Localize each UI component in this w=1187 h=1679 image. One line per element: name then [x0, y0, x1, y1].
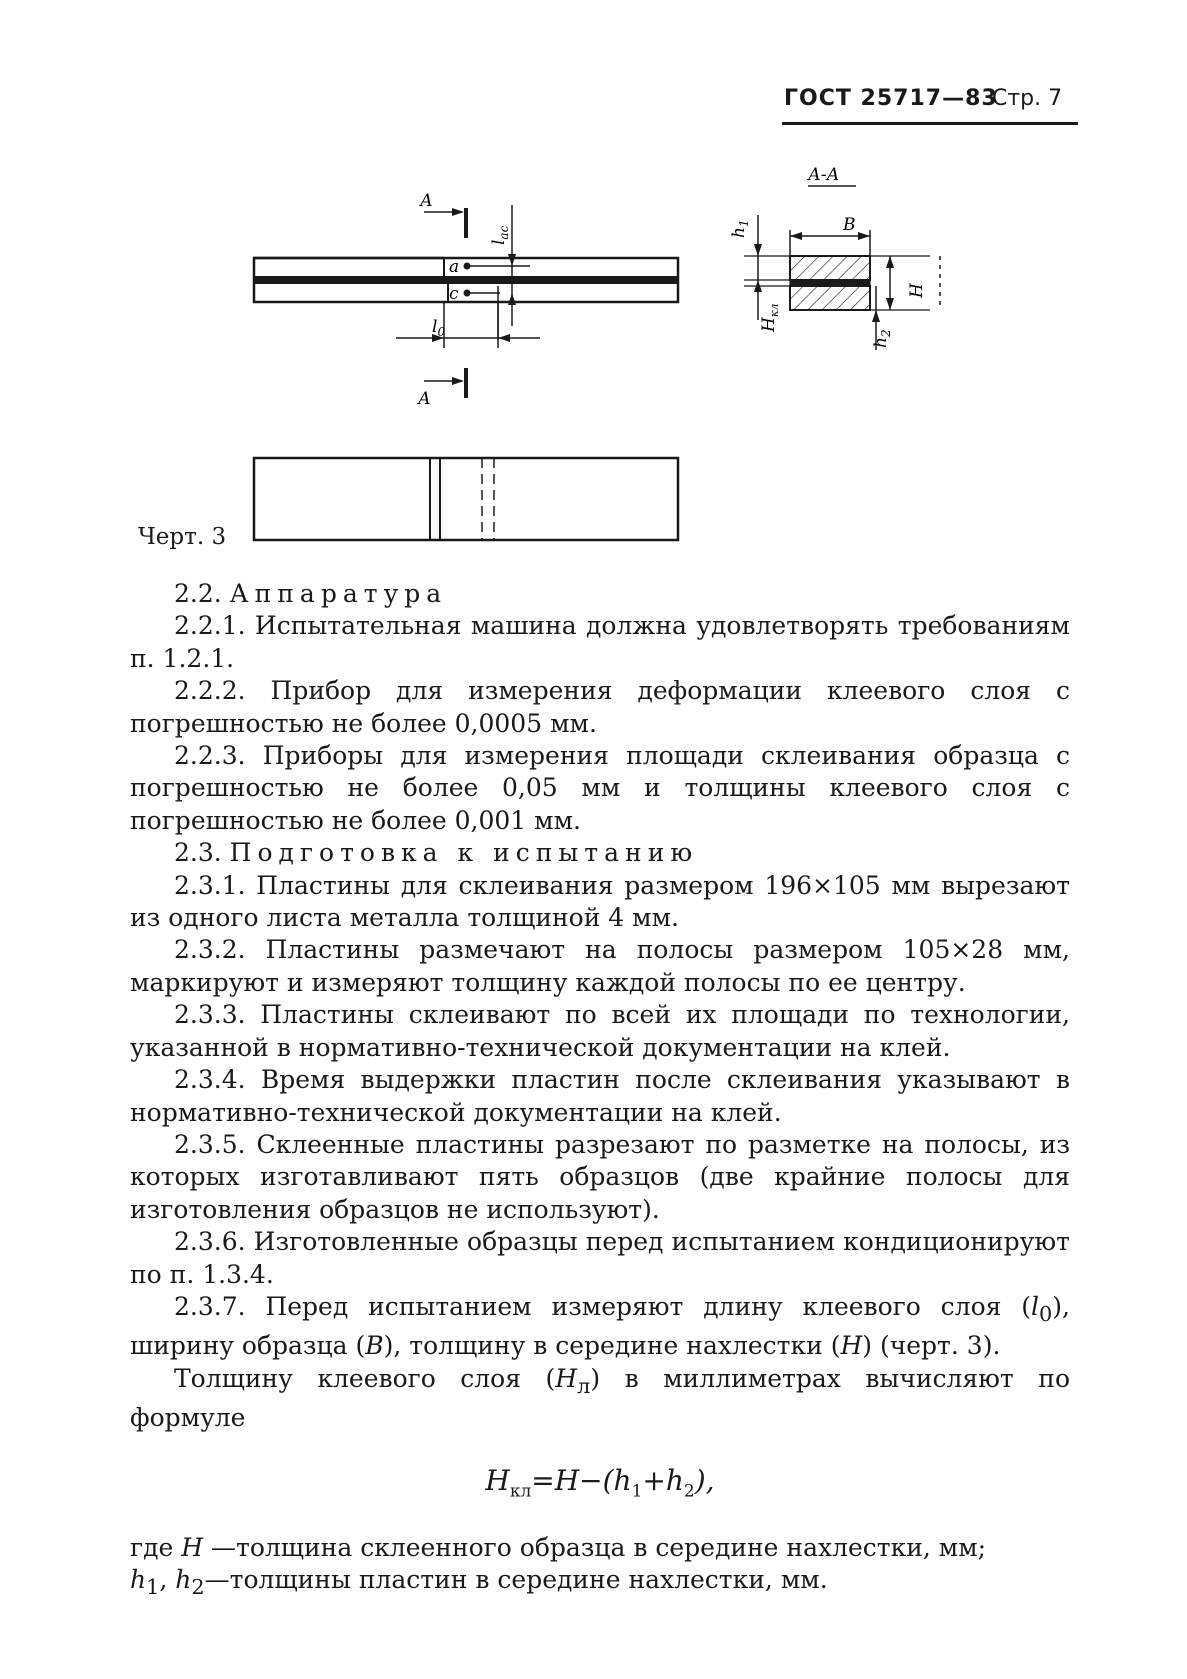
section-aa-title: А-А	[808, 165, 840, 185]
definition-h1-h2: $h_1$, $h_2—толщины$ пластин в середине нахлестки, мм.	[130, 1564, 828, 1599]
formula-intro: Толщину клеевого слоя $(H_л)$ в миллиметрах вычисляют по формуле	[130, 1363, 1071, 1433]
label-Hkl: $H_{кл}$	[759, 303, 781, 332]
paragraph-2-3-3: 2.3.3. Пластины склеивают по всей их площади по технологии, указанной в нормативно-технической документации на клей.	[130, 1000, 1070, 1062]
paragraph-2-3-7: 2.3.7. Перед испытанием измеряют длину клеевого слоя $(l_0)$, ширину образца (B), толщину в середине нахлестки (H) (черт. 3).	[130, 1291, 1070, 1361]
paragraph-2-3-2: 2.3.2. Пластины размечают на полосы размером 105×28 мм, маркируют и измеряют толщину каждой полосы по ее центру.	[130, 935, 1070, 997]
body-text	[130, 578, 1070, 1603]
specimen-side-view	[254, 205, 678, 398]
point-c	[464, 290, 470, 296]
paragraph-2-2-2: 2.2.2. Прибор для измерения деформации клеевого слоя с погрешностью не более 0,0005 мм.	[130, 676, 1070, 738]
section-2-3-heading: 2.3. Подготовка к испытанию	[174, 838, 699, 868]
label-l0: $l_0$	[432, 317, 446, 339]
plan-outline	[254, 458, 678, 540]
label-a: a	[449, 257, 460, 277]
section-2-2-heading: 2.2. Аппаратура	[174, 579, 448, 608]
paragraph-2-3-5: 2.3.5. Склеенные пластины разрезают по разметке на полосы, из которых изготавливают пять образцов (две крайние полосы для изготовления образцов не используют).	[130, 1129, 1070, 1224]
page-number: Стр. 7	[992, 86, 1063, 111]
point-a	[464, 263, 470, 269]
label-section-bottom: А	[418, 389, 431, 409]
paragraph-2-2-1: 2.2.1. Испытательная машина должна удовлетворять требованиям п. 1.2.1.	[130, 611, 1070, 673]
label-h2: $h_2$	[871, 329, 893, 348]
label-h1: $h_1$	[729, 219, 751, 238]
label-c: c	[449, 284, 459, 304]
specimen-plan-view	[254, 458, 678, 540]
lower-plate	[790, 286, 870, 310]
label-H: H	[907, 283, 927, 298]
paragraph-2-3-1: 2.3.1. Пластины для склеивания размером 196×105 мм вырезают из одного листа металла толщиной 4 мм.	[130, 870, 1070, 933]
label-lac: $l_{ac}$	[489, 225, 511, 245]
paragraph-2-3-6: 2.3.6. Изготовленные образцы перед испытанием кондиционируют по п. 1.3.4.	[130, 1227, 1070, 1289]
definition-H: где H —толщина склеенного образца в середине нахлестки, мм;	[130, 1532, 987, 1562]
formula-hkl: $H_{кл}=H-(h_1+h_2)$,	[485, 1463, 715, 1502]
upper-plate	[790, 256, 870, 280]
paragraph-2-3-4: 2.3.4. Время выдержки пластин после склеивания указывают в нормативно-технической документации на клей.	[130, 1065, 1070, 1127]
paragraph-2-2-3: 2.2.3. Приборы для измерения площади склеивания образца с погрешностью не более 0,05 мм и толщины клеевого слоя с погрешностью не более 0,001 мм.	[130, 741, 1070, 835]
figure-3-drawing	[0, 0, 1187, 560]
figure-caption: Черт. 3	[138, 524, 227, 550]
standard-number: ГОСТ 25717—83	[784, 86, 998, 111]
label-section-top: А	[420, 191, 433, 211]
label-B: B	[843, 215, 856, 235]
